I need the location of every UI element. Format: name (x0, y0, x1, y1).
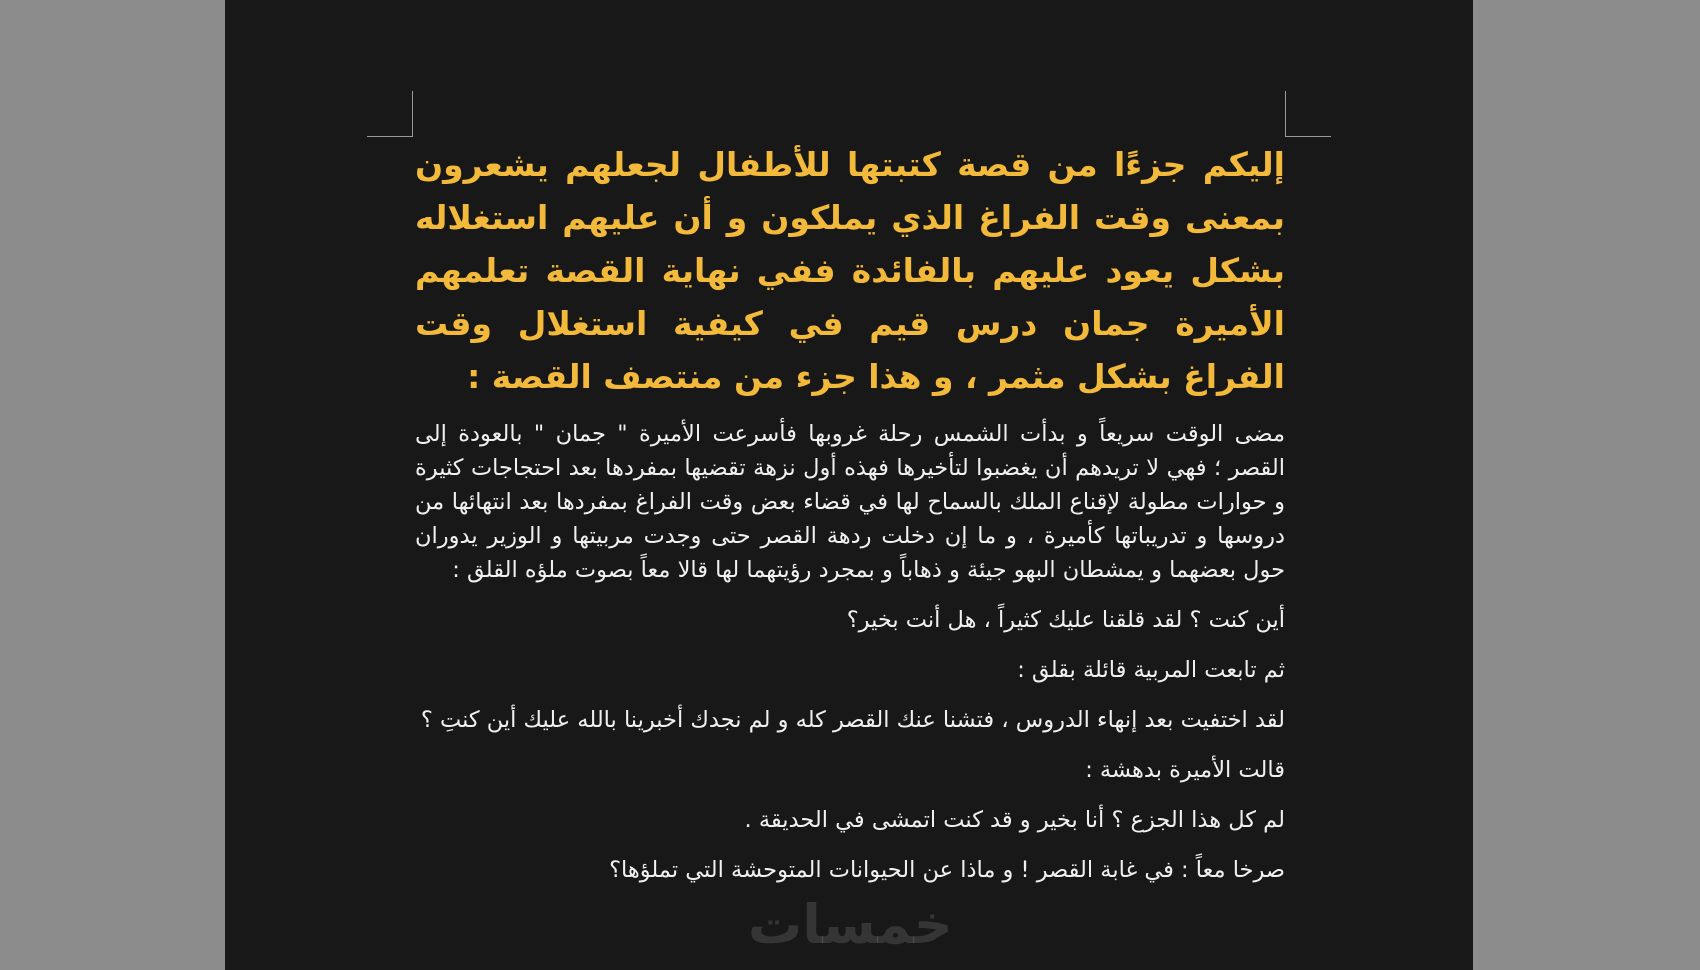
paragraph-1: مضى الوقت سريعاً و بدأت الشمس رحلة غروبها فأسرعت الأميرة " جمان " بالعودة إلى القصر ؛ فهي لا تريدهم أن يغضبوا لتأخيرها فهذه أول نزهة تقضيها بمفردها بعد احتجاجات كثيرة و حوارات مطولة لإقناع الملك بالسماح لها في قضاء بعض وقت الفراغ بمفردها بعد انتهائها من دروسها و تدريباتها كأميرة ، و ما إن دخلت ردهة القصر حتى وجدت مربيتها و الوزير يدوران حول بعضهما و يمشطان البهو جيئة و ذهاباً و بمجرد رؤيتهما لها قالا معاً بصوت ملؤه القلق : (415, 421, 1285, 583)
paragraph-3: ثم تابعت المربية قائلة بقلق : (1017, 657, 1285, 683)
paragraph-4: لقد اختفيت بعد إنهاء الدروس ، فتشنا عنك القصر كله و لم نجدك أخبرينا بالله عليك أين كنتِ ؟ (420, 707, 1285, 733)
top-right-margin-marker (1285, 91, 1331, 137)
paragraph-7: صرخا معاً : في غابة القصر ! و ماذا عن الحيوانات المتوحشة التي تملؤها؟ (609, 857, 1285, 883)
document-page (225, 0, 1473, 970)
paragraph-2: أين كنت ؟ لقد قلقنا عليك كثيراً ، هل أنت بخير؟ (846, 607, 1285, 633)
paragraph-5: قالت الأميرة بدهشة : (1085, 757, 1285, 783)
story-intro-heading: إليكم جزءًا من قصة كتبتها للأطفال لجعلهم يشعرون بمعنى وقت الفراغ الذي يملكون و أن عليهم استغلاله بشكل يعود عليهم بالفائدة ففي نهاية القصة تعلمهم الأميرة جمان درس قيم في كيفية استغلال وقت الفراغ بشكل مثمر ، و هذا جزء من منتصف القصة : (415, 145, 1285, 396)
paragraph-6: لم كل هذا الجزع ؟ أنا بخير و قد كنت اتمشى في الحديقة . (744, 807, 1285, 833)
top-left-margin-marker (367, 91, 413, 137)
document-body[interactable] (415, 138, 1285, 903)
